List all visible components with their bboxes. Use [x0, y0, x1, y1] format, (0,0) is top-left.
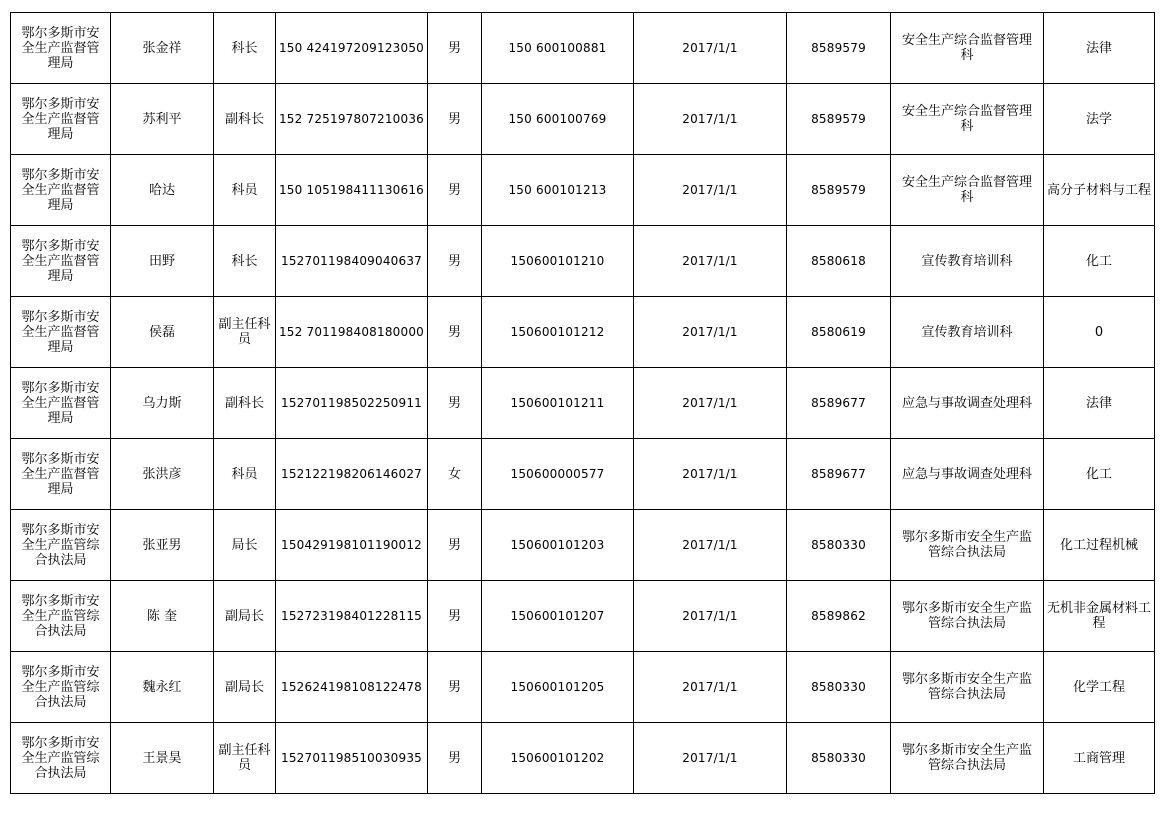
- phone-cell: 8580330: [787, 652, 891, 723]
- table-row: [11, 510, 1155, 581]
- id-number-cell: 150 424197209123050: [276, 13, 428, 84]
- department-cell: 鄂尔多斯市安全生产监管综合执法局: [891, 652, 1044, 723]
- name-cell: 魏永红: [111, 652, 214, 723]
- phone-cell: 8580619: [787, 297, 891, 368]
- department-cell: 安全生产综合监督管理科: [891, 84, 1044, 155]
- org-cell: 鄂尔多斯市安全生产监督管理局: [11, 439, 111, 510]
- table-row: [11, 13, 1155, 84]
- date-cell: 2017/1/1: [634, 13, 787, 84]
- code-cell: 150600101205: [482, 652, 634, 723]
- phone-cell: 8589579: [787, 155, 891, 226]
- phone-cell: 8589579: [787, 13, 891, 84]
- department-cell: 安全生产综合监督管理科: [891, 155, 1044, 226]
- gender-cell: 男: [428, 155, 482, 226]
- name-cell: 王景昊: [111, 723, 214, 794]
- table-row: [11, 226, 1155, 297]
- table-row: [11, 84, 1155, 155]
- date-cell: 2017/1/1: [634, 510, 787, 581]
- date-cell: 2017/1/1: [634, 368, 787, 439]
- personnel-table: [10, 12, 1155, 794]
- table-body: [11, 13, 1155, 794]
- gender-cell: 男: [428, 84, 482, 155]
- name-cell: 田野: [111, 226, 214, 297]
- code-cell: 150 600100769: [482, 84, 634, 155]
- phone-cell: 8580618: [787, 226, 891, 297]
- date-cell: 2017/1/1: [634, 84, 787, 155]
- title-cell: 科长: [214, 13, 276, 84]
- org-cell: 鄂尔多斯市安全生产监督管理局: [11, 13, 111, 84]
- id-number-cell: 152624198108122478: [276, 652, 428, 723]
- id-number-cell: 152701198502250911: [276, 368, 428, 439]
- title-cell: 副局长: [214, 652, 276, 723]
- department-cell: 安全生产综合监督管理科: [891, 13, 1044, 84]
- org-cell: 鄂尔多斯市安全生产监督管理局: [11, 84, 111, 155]
- gender-cell: 男: [428, 297, 482, 368]
- title-cell: 副科长: [214, 368, 276, 439]
- code-cell: 150600101203: [482, 510, 634, 581]
- department-cell: 鄂尔多斯市安全生产监管综合执法局: [891, 581, 1044, 652]
- gender-cell: 男: [428, 723, 482, 794]
- department-cell: 宣传教育培训科: [891, 297, 1044, 368]
- name-cell: 陈 奎: [111, 581, 214, 652]
- org-cell: 鄂尔多斯市安全生产监管综合执法局: [11, 581, 111, 652]
- date-cell: 2017/1/1: [634, 155, 787, 226]
- major-cell: 化工: [1044, 439, 1155, 510]
- gender-cell: 女: [428, 439, 482, 510]
- table-row: [11, 368, 1155, 439]
- table-row: [11, 297, 1155, 368]
- major-cell: 无机非金属材料工程: [1044, 581, 1155, 652]
- date-cell: 2017/1/1: [634, 439, 787, 510]
- gender-cell: 男: [428, 581, 482, 652]
- title-cell: 科员: [214, 155, 276, 226]
- code-cell: 150600101210: [482, 226, 634, 297]
- title-cell: 副主任科员: [214, 297, 276, 368]
- org-cell: 鄂尔多斯市安全生产监管综合执法局: [11, 723, 111, 794]
- gender-cell: 男: [428, 368, 482, 439]
- phone-cell: 8589579: [787, 84, 891, 155]
- name-cell: 哈达: [111, 155, 214, 226]
- name-cell: 苏利平: [111, 84, 214, 155]
- phone-cell: 8580330: [787, 510, 891, 581]
- name-cell: 张亚男: [111, 510, 214, 581]
- date-cell: 2017/1/1: [634, 226, 787, 297]
- title-cell: 科员: [214, 439, 276, 510]
- major-cell: 法律: [1044, 13, 1155, 84]
- id-number-cell: 152723198401228115: [276, 581, 428, 652]
- name-cell: 乌力斯: [111, 368, 214, 439]
- code-cell: 150600101207: [482, 581, 634, 652]
- major-cell: 化学工程: [1044, 652, 1155, 723]
- gender-cell: 男: [428, 652, 482, 723]
- date-cell: 2017/1/1: [634, 652, 787, 723]
- major-cell: 高分子材料与工程: [1044, 155, 1155, 226]
- code-cell: 150600101211: [482, 368, 634, 439]
- major-cell: 化工过程机械: [1044, 510, 1155, 581]
- date-cell: 2017/1/1: [634, 581, 787, 652]
- table-row: [11, 439, 1155, 510]
- code-cell: 150600101202: [482, 723, 634, 794]
- major-cell: 法律: [1044, 368, 1155, 439]
- department-cell: 鄂尔多斯市安全生产监管综合执法局: [891, 510, 1044, 581]
- name-cell: 张洪彦: [111, 439, 214, 510]
- code-cell: 150600000577: [482, 439, 634, 510]
- title-cell: 副主任科员: [214, 723, 276, 794]
- gender-cell: 男: [428, 226, 482, 297]
- major-cell: 化工: [1044, 226, 1155, 297]
- org-cell: 鄂尔多斯市安全生产监督管理局: [11, 368, 111, 439]
- id-number-cell: 152 725197807210036: [276, 84, 428, 155]
- phone-cell: 8589862: [787, 581, 891, 652]
- title-cell: 科长: [214, 226, 276, 297]
- major-cell: 工商管理: [1044, 723, 1155, 794]
- major-cell: 法学: [1044, 84, 1155, 155]
- department-cell: 应急与事故调查处理科: [891, 368, 1044, 439]
- phone-cell: 8580330: [787, 723, 891, 794]
- title-cell: 局长: [214, 510, 276, 581]
- org-cell: 鄂尔多斯市安全生产监督管理局: [11, 297, 111, 368]
- code-cell: 150 600101213: [482, 155, 634, 226]
- org-cell: 鄂尔多斯市安全生产监督管理局: [11, 155, 111, 226]
- title-cell: 副局长: [214, 581, 276, 652]
- gender-cell: 男: [428, 13, 482, 84]
- name-cell: 张金祥: [111, 13, 214, 84]
- table-row: [11, 652, 1155, 723]
- table-row: [11, 581, 1155, 652]
- name-cell: 侯磊: [111, 297, 214, 368]
- date-cell: 2017/1/1: [634, 723, 787, 794]
- phone-cell: 8589677: [787, 439, 891, 510]
- title-cell: 副科长: [214, 84, 276, 155]
- table-row: [11, 155, 1155, 226]
- id-number-cell: 152 701198408180000: [276, 297, 428, 368]
- major-cell: 0: [1044, 297, 1155, 368]
- org-cell: 鄂尔多斯市安全生产监管综合执法局: [11, 510, 111, 581]
- department-cell: 宣传教育培训科: [891, 226, 1044, 297]
- department-cell: 鄂尔多斯市安全生产监管综合执法局: [891, 723, 1044, 794]
- date-cell: 2017/1/1: [634, 297, 787, 368]
- gender-cell: 男: [428, 510, 482, 581]
- id-number-cell: 152122198206146027: [276, 439, 428, 510]
- code-cell: 150600101212: [482, 297, 634, 368]
- org-cell: 鄂尔多斯市安全生产监管综合执法局: [11, 652, 111, 723]
- table-row: [11, 723, 1155, 794]
- id-number-cell: 150429198101190012: [276, 510, 428, 581]
- id-number-cell: 150 105198411130616: [276, 155, 428, 226]
- code-cell: 150 600100881: [482, 13, 634, 84]
- id-number-cell: 152701198510030935: [276, 723, 428, 794]
- phone-cell: 8589677: [787, 368, 891, 439]
- org-cell: 鄂尔多斯市安全生产监督管理局: [11, 226, 111, 297]
- department-cell: 应急与事故调查处理科: [891, 439, 1044, 510]
- id-number-cell: 152701198409040637: [276, 226, 428, 297]
